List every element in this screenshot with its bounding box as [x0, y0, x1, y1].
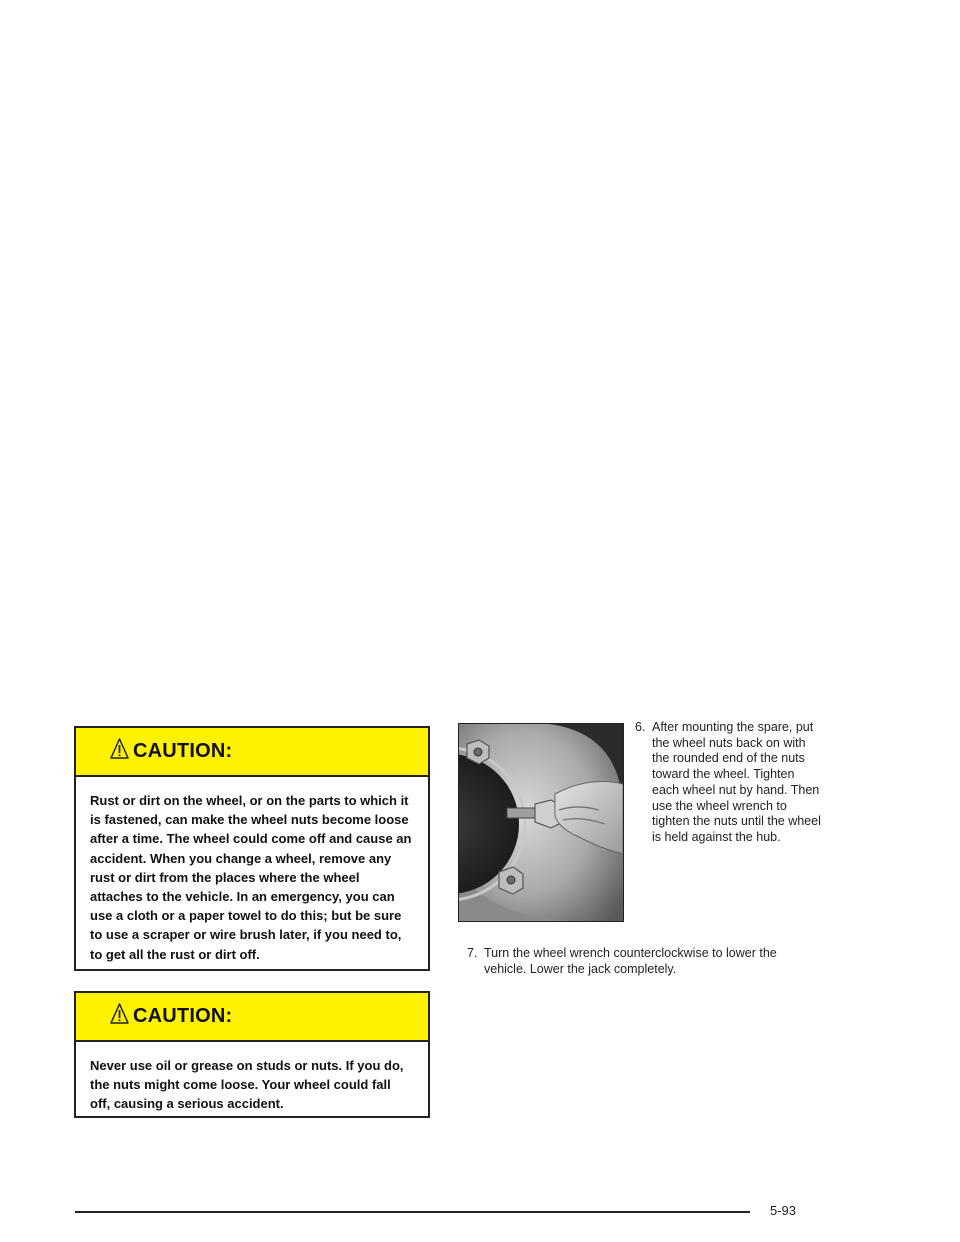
step-number: 6.: [635, 720, 646, 734]
caution-box-rust: [74, 726, 430, 971]
caution-header: [76, 993, 428, 1042]
warning-triangle-icon: [110, 738, 129, 760]
wheel-nut-photo: [458, 723, 624, 922]
page-number: 5-93: [770, 1203, 797, 1218]
caution-text: Never use oil or grease on studs or nuts. If you do, the nuts might come loose. Your wheel could fall off, causing a serious accident.: [90, 1058, 404, 1112]
footer-rule: [75, 1211, 750, 1213]
caution-title: CAUTION:: [133, 740, 233, 762]
step-text: After mounting the spare, put the wheel nuts back on with the rounded end of the nuts toward the wheel. Tighten each wheel nut by hand. Then use the wheel wrench to tighten the nuts until the wheel is held against the hub.: [652, 720, 821, 844]
step-text: Turn the wheel wrench counterclockwise to lower the vehicle. Lower the jack completely.: [484, 946, 777, 976]
caution-box-grease: [74, 991, 430, 1118]
step-number: 7.: [467, 946, 478, 960]
caution-header: [76, 728, 428, 777]
caution-text: Rust or dirt on the wheel, or on the parts to which it is fastened, can make the wheel nuts become loose after a time. The wheel could come off and cause an accident. When you change a wheel, remove any rust or dirt from the places where the wheel attaches to the vehicle. In an emergency, you can use a cloth or a paper towel to do this; but be sure to use a scraper or wire brush later, if you need to, to get all the rust or dirt off.: [90, 793, 412, 962]
step-7: [467, 946, 817, 977]
warning-triangle-icon: [110, 1003, 129, 1025]
wheel-hub-illustration: [459, 724, 623, 921]
step-6: [635, 720, 825, 846]
caution-title: CAUTION:: [133, 1005, 233, 1027]
